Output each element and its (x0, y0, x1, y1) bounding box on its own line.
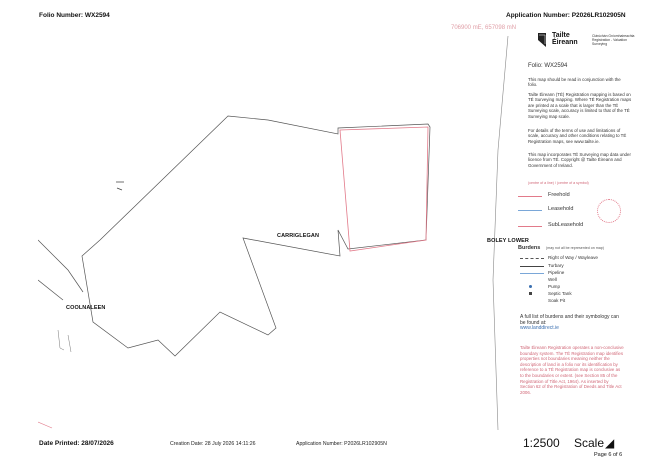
full-list-text: A full list of burdens and their symbology can be found at: (520, 314, 619, 326)
burden-septic-tank: Septic Tank (548, 291, 572, 296)
panel-para-read: This map should be read in conjunction with the folio. (528, 77, 621, 88)
brand-name-line1: Tailte (552, 32, 570, 39)
registry-stamp (597, 199, 621, 223)
pump-icon (529, 285, 532, 288)
full-list-link[interactable]: www.landdirect.ie (520, 325, 559, 331)
brand-subtitle (592, 34, 634, 46)
freehold-legend-line (518, 196, 542, 197)
septic-tank-icon (529, 292, 532, 295)
pink-tick (38, 422, 52, 428)
folio-number: Folio Number: WX2594 (39, 12, 110, 19)
brand-name-line2: Éireann (552, 39, 578, 46)
west-road-line (38, 240, 83, 292)
freehold-boundary (340, 127, 428, 251)
burden-symbol-pipeline (520, 273, 544, 274)
west-road-line-2 (38, 280, 63, 300)
map-hatch (58, 330, 71, 352)
place-boley-lower: BOLEY LOWER (487, 238, 529, 244)
map-linework (38, 30, 510, 430)
panel-para-mapping: Tailte Éireann (TÉ) Registration mapping is based on TÉ Surveying mapping. Where TÉ Registration maps are printed at a scale that is larger than the TÉ Surveying scale, accuracy is limited to that of the TÉ Surveying map scale. (528, 92, 632, 119)
place-carriglegan: CARRIGLEGAN (277, 233, 320, 239)
burden-symbol-row (520, 258, 544, 259)
scale-word: Scale (574, 436, 605, 450)
burden-right-of-way: Right of Way / Wayleave (548, 255, 598, 260)
map-corner-coordinate: 706900 mE, 657098 mN (451, 25, 517, 31)
application-number: Application Number: P2026LR102905N (506, 12, 626, 19)
date-printed: Date Printed: 28/07/2026 (39, 440, 114, 447)
panel-folio: Folio: WX2594 (528, 63, 568, 69)
burden-symbol-turbary (520, 266, 544, 267)
creation-date: Creation Date: 28 July 2026 14:11:26 (170, 441, 256, 447)
brand-sub-1: Clárúchán Gníomhaireachta (592, 34, 635, 38)
subleasehold-legend-line (518, 226, 542, 227)
map-symbol (116, 182, 124, 190)
legend-freehold: Freehold (548, 192, 570, 198)
legend-subleasehold: SubLeasehold (548, 222, 584, 228)
right-edge-line (493, 36, 508, 430)
brand-sub-3: Surveying (592, 42, 608, 46)
burden-turbary: Turbary (548, 263, 564, 268)
leasehold-legend-line (518, 210, 542, 211)
brand-sub-2: Registration - Valuation (592, 38, 627, 42)
burden-pump: Pump (548, 284, 561, 289)
footer-application-number: Application Number: P2026LR102905N (296, 441, 387, 447)
harp-logo-icon (536, 31, 548, 49)
burdens-title: Burdens (518, 245, 541, 251)
burdens-note: (may not all be represented on map) (546, 246, 604, 250)
place-coolnaleen: COOLNALEEN (66, 305, 106, 311)
panel-line-note: (centre of a line) / (centre of a symbol) (528, 181, 589, 185)
page-number: Page 6 of 6 (594, 452, 623, 458)
brand-name (552, 32, 578, 46)
burden-soak-pit: Soak Pit (548, 298, 566, 303)
boundary-warning: Tailte Éireann Registration operates a non-conclusive boundary system. The TÉ Registration map identifies properties not boundaries meaning neither the description of land in a folio nor its identification by reference to a TÉ Registration map is conclusive as to the boundaries or extent. (see Section 85 of the Registration of Title Act, 1964). As inserted by Section 62 of the Registration of Deeds and Title Act 2006. (520, 345, 624, 395)
burden-pipeline: Pipeline (548, 270, 565, 275)
burden-well: Well (548, 277, 557, 282)
panel-para-terms: For details of the terms of use and limitations of scale, accuracy and other conditions relating to TÉ Registration maps, see www.tailte.ie. (528, 128, 627, 144)
panel-para-copyright: This map incorporates TÉ Surveying map data under licence from TÉ. Copyright @ Tailte Éireann and Government of Ireland. (528, 152, 631, 168)
parcel-outline (82, 116, 430, 356)
registration-map (38, 30, 510, 430)
legend-leasehold: Leasehold (548, 206, 574, 212)
scale-arrow-icon: ◢ (605, 436, 615, 450)
map-scale: 1:2500 (523, 436, 560, 450)
